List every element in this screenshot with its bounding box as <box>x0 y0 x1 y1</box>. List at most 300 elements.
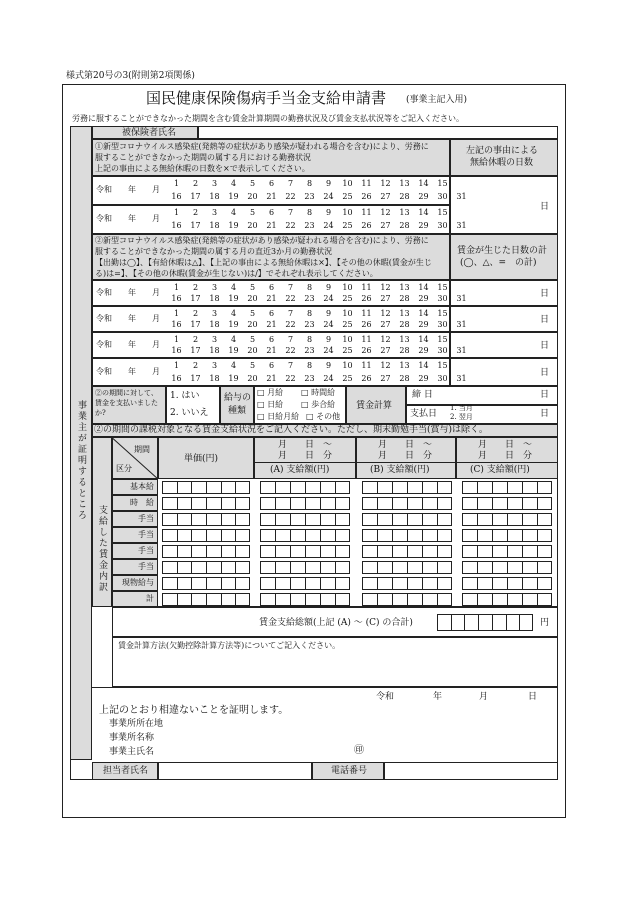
day-cell[interactable]: 14 <box>418 283 429 292</box>
insured-name-field[interactable] <box>198 126 558 139</box>
day-cell[interactable]: 4 <box>230 309 237 318</box>
wage-amount-input[interactable] <box>462 545 552 558</box>
day-cell[interactable]: 18 <box>209 192 220 201</box>
day-cell[interactable]: 30 <box>437 374 448 383</box>
day-cell[interactable]: 11 <box>361 335 372 344</box>
wage-amount-input[interactable] <box>462 497 552 510</box>
day-cell[interactable]: 7 <box>287 283 294 292</box>
month-row-6-year: 年 <box>128 367 136 376</box>
wage-amount-input[interactable] <box>462 561 552 574</box>
day-cell[interactable]: 24 <box>323 320 334 329</box>
payday-label: 支払日 <box>410 409 438 419</box>
wage-type-monthly[interactable]: □ 月給 <box>257 388 284 397</box>
day-cell[interactable]: 3 <box>211 335 218 344</box>
day-cell[interactable]: 15 <box>437 309 448 318</box>
section3-title: ②の期間の課税対象となる賃金支給状況をご記入ください。ただし、期末勤勉手当(賞与)は除く。 <box>94 425 488 435</box>
digit-divider <box>177 562 178 573</box>
day-cell[interactable]: 31 <box>456 320 467 329</box>
day-cell[interactable]: 18 <box>209 294 220 303</box>
day-cell[interactable]: 27 <box>380 221 391 230</box>
day-cell[interactable]: 12 <box>380 361 391 370</box>
wage-row-label: 計 <box>146 594 154 603</box>
day-cell[interactable]: 17 <box>190 294 201 303</box>
day-cell[interactable]: 9 <box>325 208 332 217</box>
day-cell[interactable]: 23 <box>304 320 315 329</box>
day-cell[interactable]: 16 <box>171 294 182 303</box>
day-cell[interactable]: 26 <box>361 192 372 201</box>
wage-row-label: 時 給 <box>130 498 154 507</box>
day-cell[interactable]: 10 <box>342 335 353 344</box>
section2-right-line1: 賃金が生じた日数の計 <box>457 246 548 256</box>
day-cell[interactable]: 7 <box>287 361 294 370</box>
wage-amount-input[interactable] <box>362 561 452 574</box>
digit-divider <box>275 578 276 589</box>
day-cell[interactable]: 14 <box>418 335 429 344</box>
digit-divider <box>320 498 321 509</box>
day-cell[interactable]: 13 <box>399 208 410 217</box>
day-cell[interactable]: 29 <box>418 192 429 201</box>
day-cell[interactable]: 17 <box>190 192 201 201</box>
wage-amount-input[interactable] <box>260 577 350 590</box>
day-cell[interactable]: 16 <box>171 320 182 329</box>
day-cell[interactable]: 19 <box>228 192 239 201</box>
day-cell[interactable]: 28 <box>399 294 410 303</box>
day-cell[interactable]: 2 <box>192 179 199 188</box>
wage-amount-input[interactable] <box>462 513 552 526</box>
day-cell[interactable]: 10 <box>342 361 353 370</box>
day-cell[interactable]: 5 <box>249 361 256 370</box>
day-cell[interactable]: 4 <box>230 283 237 292</box>
day-cell[interactable]: 31 <box>456 374 467 383</box>
day-cell[interactable]: 5 <box>249 179 256 188</box>
day-cell[interactable]: 27 <box>380 192 391 201</box>
day-cell[interactable]: 3 <box>211 309 218 318</box>
payday-opt2[interactable]: 2. 翌月 <box>450 413 473 421</box>
day-cell[interactable]: 23 <box>304 192 315 201</box>
digit-divider <box>537 578 538 589</box>
day-cell[interactable]: 28 <box>399 346 410 355</box>
day-cell[interactable]: 27 <box>380 346 391 355</box>
day-cell[interactable]: 12 <box>380 179 391 188</box>
day-cell[interactable]: 25 <box>342 294 353 303</box>
day-cell[interactable]: 19 <box>228 294 239 303</box>
day-cell[interactable]: 12 <box>380 283 391 292</box>
day-cell[interactable]: 7 <box>287 208 294 217</box>
day-cell[interactable]: 11 <box>361 208 372 217</box>
day-cell[interactable]: 2 <box>192 283 199 292</box>
day-cell[interactable]: 24 <box>323 294 334 303</box>
digit-divider <box>305 514 306 525</box>
day-cell[interactable]: 29 <box>418 320 429 329</box>
day-cell[interactable]: 9 <box>325 309 332 318</box>
digit-divider <box>275 594 276 605</box>
digit-divider <box>206 578 207 589</box>
digit-divider <box>537 546 538 557</box>
day-cell[interactable]: 25 <box>342 374 353 383</box>
day-cell[interactable]: 9 <box>325 361 332 370</box>
wage-amount-input[interactable] <box>462 577 552 590</box>
day-cell[interactable]: 20 <box>247 346 258 355</box>
day-cell[interactable]: 21 <box>266 374 277 383</box>
day-cell[interactable]: 13 <box>399 361 410 370</box>
digit-divider <box>506 614 507 631</box>
day-grid-row-b <box>167 192 471 201</box>
digit-divider <box>235 482 236 493</box>
day-cell[interactable]: 14 <box>418 179 429 188</box>
digit-divider <box>235 530 236 541</box>
day-cell[interactable]: 22 <box>285 294 296 303</box>
day-cell[interactable]: 20 <box>247 221 258 230</box>
day-cell[interactable]: 27 <box>380 294 391 303</box>
wage-amount-input[interactable] <box>362 577 452 590</box>
day-cell[interactable]: 24 <box>323 374 334 383</box>
answer-yes[interactable]: 1. はい <box>170 391 200 401</box>
day-cell[interactable]: 2 <box>192 335 199 344</box>
day-cell[interactable]: 21 <box>266 294 277 303</box>
digit-divider <box>377 498 378 509</box>
wage-type-commission[interactable]: □ 歩合給 <box>301 400 336 409</box>
digit-divider <box>235 594 236 605</box>
day-cell[interactable]: 18 <box>209 374 220 383</box>
day-cell[interactable]: 26 <box>361 294 372 303</box>
day-cell[interactable]: 17 <box>190 346 201 355</box>
digit-divider <box>377 578 378 589</box>
day-cell[interactable]: 10 <box>342 179 353 188</box>
day-cell[interactable]: 1 <box>173 179 180 188</box>
day-cell[interactable]: 23 <box>304 374 315 383</box>
day-cell[interactable]: 18 <box>209 221 220 230</box>
digit-divider <box>492 482 493 493</box>
day-cell[interactable]: 9 <box>325 179 332 188</box>
day-cell[interactable]: 5 <box>249 309 256 318</box>
day-cell[interactable]: 11 <box>361 179 372 188</box>
period-label: 期間 <box>134 445 150 454</box>
digit-divider <box>235 546 236 557</box>
month-row-4-era: 令和 <box>96 314 112 323</box>
day-cell[interactable]: 30 <box>437 221 448 230</box>
day-cell[interactable]: 13 <box>399 283 410 292</box>
person-in-charge-label: 担当者氏名 <box>103 766 149 776</box>
day-cell[interactable]: 20 <box>247 320 258 329</box>
day-cell[interactable]: 2 <box>192 208 199 217</box>
day-cell[interactable]: 22 <box>285 221 296 230</box>
wage-amount-input[interactable] <box>362 593 452 606</box>
day-cell[interactable]: 6 <box>268 283 275 292</box>
day-cell[interactable]: 28 <box>399 320 410 329</box>
day-cell[interactable]: 13 <box>399 335 410 344</box>
wage-amount-input[interactable] <box>462 593 552 606</box>
digit-divider <box>275 482 276 493</box>
day-cell[interactable]: 2 <box>192 361 199 370</box>
digit-divider <box>522 498 523 509</box>
digit-divider <box>235 578 236 589</box>
day-cell[interactable]: 20 <box>247 294 258 303</box>
day-cell[interactable]: 4 <box>230 361 237 370</box>
day-cell[interactable]: 29 <box>418 294 429 303</box>
day-cell[interactable]: 9 <box>325 283 332 292</box>
day-cell[interactable]: 16 <box>171 346 182 355</box>
day-cell[interactable]: 1 <box>173 283 180 292</box>
day-cell[interactable]: 12 <box>380 309 391 318</box>
wage-amount-input[interactable] <box>462 481 552 494</box>
day-cell[interactable]: 9 <box>325 335 332 344</box>
day-cell[interactable]: 26 <box>361 374 372 383</box>
digit-divider <box>422 514 423 525</box>
day-cell[interactable]: 27 <box>380 374 391 383</box>
day-cell[interactable]: 3 <box>211 179 218 188</box>
wage-type-daily-monthly[interactable]: □ 日給月給 <box>257 412 300 421</box>
digit-divider <box>335 578 336 589</box>
day-cell[interactable]: 19 <box>228 346 239 355</box>
day-cell[interactable]: 21 <box>266 192 277 201</box>
day-cell[interactable]: 3 <box>211 283 218 292</box>
day-cell[interactable]: 26 <box>361 320 372 329</box>
wage-amount-input[interactable] <box>260 593 350 606</box>
day-cell[interactable]: 3 <box>211 361 218 370</box>
day-cell[interactable]: 2 <box>192 309 199 318</box>
wage-amount-input[interactable] <box>260 529 350 542</box>
digit-divider <box>478 614 479 631</box>
day-cell[interactable]: 6 <box>268 335 275 344</box>
wage-amount-input[interactable] <box>162 577 250 590</box>
day-cell[interactable]: 7 <box>287 309 294 318</box>
day-cell[interactable]: 8 <box>306 361 313 370</box>
day-cell[interactable]: 6 <box>268 179 275 188</box>
day-cell[interactable]: 23 <box>304 294 315 303</box>
day-cell[interactable]: 14 <box>418 361 429 370</box>
day-cell[interactable]: 31 <box>456 221 467 230</box>
day-cell[interactable]: 1 <box>173 335 180 344</box>
day-cell[interactable]: 30 <box>437 294 448 303</box>
day-cell[interactable]: 24 <box>323 346 334 355</box>
wage-amount-input[interactable] <box>362 497 452 510</box>
day-cell[interactable]: 25 <box>342 320 353 329</box>
day-cell[interactable]: 24 <box>323 192 334 201</box>
wage-amount-input[interactable] <box>362 481 452 494</box>
day-cell[interactable]: 21 <box>266 320 277 329</box>
day-cell[interactable]: 22 <box>285 374 296 383</box>
digit-divider <box>177 498 178 509</box>
digit-divider <box>305 578 306 589</box>
wage-amount-input[interactable] <box>362 545 452 558</box>
person-in-charge-field[interactable] <box>158 762 312 780</box>
day-cell[interactable]: 10 <box>342 283 353 292</box>
day-cell[interactable]: 30 <box>437 320 448 329</box>
day-cell[interactable]: 19 <box>228 221 239 230</box>
month-row-1-month: 月 <box>152 185 160 194</box>
wage-amount-input[interactable] <box>162 513 250 526</box>
wage-amount-input[interactable] <box>362 529 452 542</box>
wage-amount-input[interactable] <box>162 497 250 510</box>
day-cell[interactable]: 30 <box>437 192 448 201</box>
wage-type-hourly[interactable]: □ 時間給 <box>301 388 336 397</box>
day-cell[interactable]: 24 <box>323 221 334 230</box>
section2-desc-line2: 服することができなかった期間の属する月の直近3か月の勤務状況 <box>95 247 333 256</box>
day-cell[interactable]: 31 <box>456 346 467 355</box>
wage-amount-input[interactable] <box>260 497 350 510</box>
day-cell[interactable]: 17 <box>190 221 201 230</box>
day-cell[interactable]: 8 <box>306 179 313 188</box>
day-cell[interactable]: 16 <box>171 192 182 201</box>
day-cell[interactable]: 18 <box>209 346 220 355</box>
day-cell[interactable]: 21 <box>266 346 277 355</box>
day-cell[interactable]: 15 <box>437 179 448 188</box>
digit-divider <box>335 514 336 525</box>
digit-divider <box>290 530 291 541</box>
wage-amount-input[interactable] <box>260 513 350 526</box>
day-cell[interactable]: 4 <box>230 179 237 188</box>
col-b-period-to: 月 日 分 <box>378 451 433 461</box>
day-grid-row-b <box>167 294 471 303</box>
day-cell[interactable]: 28 <box>399 374 410 383</box>
day-cell[interactable]: 20 <box>247 192 258 201</box>
digit-divider <box>392 594 393 605</box>
day-cell[interactable]: 13 <box>399 309 410 318</box>
day-cell[interactable]: 8 <box>306 309 313 318</box>
day-cell[interactable]: 4 <box>230 208 237 217</box>
wage-amount-input[interactable] <box>260 481 350 494</box>
day-cell[interactable]: 13 <box>399 179 410 188</box>
day-cell[interactable]: 5 <box>249 283 256 292</box>
day-cell[interactable]: 29 <box>418 346 429 355</box>
cert-divider <box>92 687 558 688</box>
digit-divider <box>305 562 306 573</box>
day-cell[interactable]: 19 <box>228 374 239 383</box>
day-cell[interactable]: 8 <box>306 208 313 217</box>
digit-divider <box>492 594 493 605</box>
day-cell[interactable]: 22 <box>285 192 296 201</box>
wage-row-label: 手当 <box>138 530 154 539</box>
wage-amount-input[interactable] <box>462 529 552 542</box>
wage-type-other[interactable]: □ その他 <box>306 412 341 421</box>
day-cell[interactable]: 11 <box>361 309 372 318</box>
day-cell[interactable]: 16 <box>171 221 182 230</box>
day-cell[interactable]: 14 <box>418 309 429 318</box>
payday-opt1[interactable]: 1. 当月 <box>450 404 473 412</box>
section2-desc-line3: 【出勤は◯】、【有給休暇は△】、【上記の事由による無給休暇は×】、【その他の休暇(賃金が生じ <box>95 258 432 267</box>
col-c-period-to: 月 日 分 <box>478 451 533 461</box>
digit-divider <box>437 498 438 509</box>
day-cell[interactable]: 22 <box>285 346 296 355</box>
wage-amount-input[interactable] <box>162 529 250 542</box>
phone-field[interactable] <box>384 762 558 780</box>
day-cell[interactable]: 14 <box>418 208 429 217</box>
day-cell[interactable]: 26 <box>361 346 372 355</box>
day-cell[interactable]: 7 <box>287 335 294 344</box>
day-cell[interactable]: 3 <box>211 208 218 217</box>
day-cell[interactable]: 25 <box>342 192 353 201</box>
month-row-3-month: 月 <box>152 288 160 297</box>
section2-desc-line1: ②新型コロナウイルス感染症(発熱等の症状があり感染が疑われる場合を含む)により、労務に <box>95 236 429 245</box>
day-cell[interactable]: 5 <box>249 208 256 217</box>
cert-day: 日 <box>528 692 538 702</box>
day-cell[interactable]: 6 <box>268 208 275 217</box>
day-cell[interactable]: 10 <box>342 309 353 318</box>
day-cell[interactable]: 15 <box>437 208 448 217</box>
wage-type-daily[interactable]: □ 日給 <box>257 400 284 409</box>
wage-amount-input[interactable] <box>162 561 250 574</box>
wage-amount-input[interactable] <box>260 561 350 574</box>
day-cell[interactable]: 6 <box>268 361 275 370</box>
digit-divider <box>407 562 408 573</box>
wage-amount-input[interactable] <box>362 513 452 526</box>
day-cell[interactable]: 18 <box>209 320 220 329</box>
day-cell[interactable]: 28 <box>399 192 410 201</box>
day-cell[interactable]: 21 <box>266 221 277 230</box>
digit-divider <box>537 594 538 605</box>
day-cell[interactable]: 4 <box>230 335 237 344</box>
day-cell[interactable]: 27 <box>380 320 391 329</box>
wage-amount-input[interactable] <box>162 593 250 606</box>
answer-no[interactable]: 2. いいえ <box>170 408 209 418</box>
digit-divider <box>519 614 520 631</box>
day-cell[interactable]: 10 <box>342 208 353 217</box>
day-cell[interactable]: 20 <box>247 374 258 383</box>
day-cell[interactable]: 1 <box>173 361 180 370</box>
day-cell[interactable]: 25 <box>342 221 353 230</box>
day-cell[interactable]: 8 <box>306 283 313 292</box>
digit-divider <box>477 482 478 493</box>
day-cell[interactable]: 11 <box>361 361 372 370</box>
day-cell[interactable]: 22 <box>285 320 296 329</box>
day-cell[interactable]: 26 <box>361 221 372 230</box>
day-grid-row-b <box>167 346 471 355</box>
day-cell[interactable]: 17 <box>190 320 201 329</box>
digit-divider <box>305 482 306 493</box>
digit-divider <box>422 562 423 573</box>
day-cell[interactable]: 31 <box>456 192 467 201</box>
day-cell[interactable]: 23 <box>304 221 315 230</box>
digit-divider <box>492 562 493 573</box>
day-cell[interactable]: 31 <box>456 294 467 303</box>
day-cell[interactable]: 5 <box>249 335 256 344</box>
day-cell[interactable]: 12 <box>380 208 391 217</box>
wage-amount-input[interactable] <box>260 545 350 558</box>
day-cell[interactable]: 15 <box>437 283 448 292</box>
wage-amount-input[interactable] <box>162 545 250 558</box>
day-cell[interactable]: 1 <box>173 309 180 318</box>
day-cell[interactable]: 6 <box>268 309 275 318</box>
cert-year: 年 <box>433 692 443 702</box>
day-cell[interactable]: 16 <box>171 374 182 383</box>
day-cell[interactable]: 17 <box>190 374 201 383</box>
day-cell[interactable]: 29 <box>418 374 429 383</box>
day-cell[interactable]: 29 <box>418 221 429 230</box>
day-cell[interactable]: 28 <box>399 221 410 230</box>
wage-row-label: 手当 <box>138 514 154 523</box>
month-row-2-month: 月 <box>152 214 160 223</box>
day-cell[interactable]: 1 <box>173 208 180 217</box>
day-cell[interactable]: 12 <box>380 335 391 344</box>
day-cell[interactable]: 15 <box>437 361 448 370</box>
section2-day-unit-4: 日 <box>540 368 550 378</box>
day-cell[interactable]: 19 <box>228 320 239 329</box>
day-cell[interactable]: 8 <box>306 335 313 344</box>
digit-divider <box>392 498 393 509</box>
cert-month: 月 <box>479 692 489 702</box>
day-cell[interactable]: 23 <box>304 346 315 355</box>
day-cell[interactable]: 11 <box>361 283 372 292</box>
cert-statement: 上記のとおり相違ないことを証明します。 <box>99 705 289 716</box>
digit-divider <box>377 562 378 573</box>
wage-amount-input[interactable] <box>162 481 250 494</box>
day-cell[interactable]: 15 <box>437 335 448 344</box>
day-cell[interactable]: 25 <box>342 346 353 355</box>
digit-divider <box>305 530 306 541</box>
digit-divider <box>206 594 207 605</box>
day-cell[interactable]: 30 <box>437 346 448 355</box>
day-cell[interactable]: 7 <box>287 179 294 188</box>
